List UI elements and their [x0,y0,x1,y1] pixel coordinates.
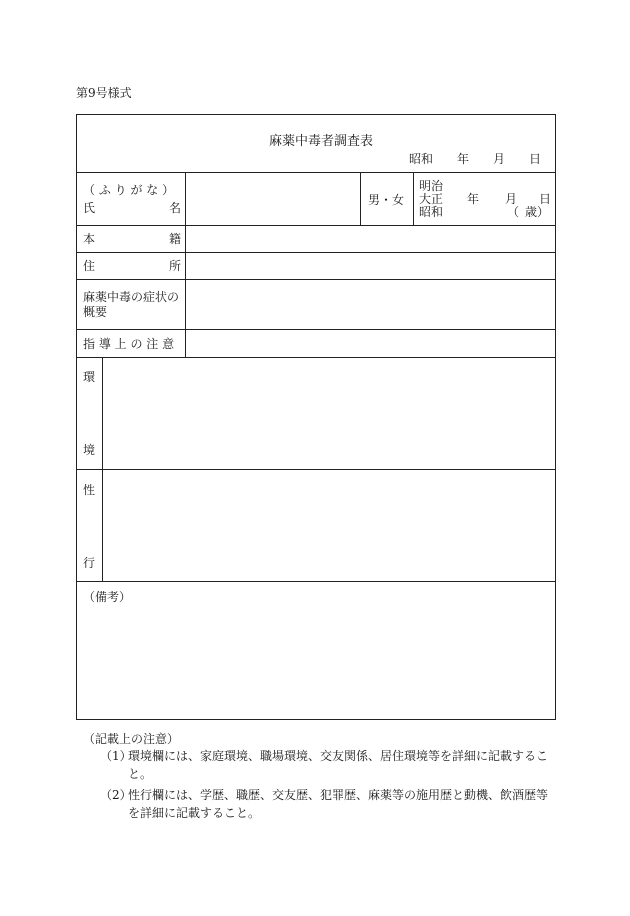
divider-honseki [77,252,555,253]
birth-month: 月 [505,192,518,206]
label-column-divider [185,172,186,357]
address-label-second: 所 [169,259,182,273]
name-label-first: 氏 [83,201,96,215]
divider-title [77,172,555,173]
divider-conduct [77,581,555,582]
date-era: 昭和 [409,152,434,166]
conduct-label-second: 行 [83,556,96,570]
date-day: 日 [529,152,542,166]
honseki-label-first: 本 [83,232,96,246]
note-number: （1） [100,749,132,763]
birth-year: 年 [467,192,480,206]
gender-left-divider [360,172,361,225]
age-label: 歳） [525,205,550,219]
date-month: 月 [493,152,506,166]
honseki-label-second: 籍 [169,232,182,246]
date-year: 年 [457,152,470,166]
symptoms-label-line2: 概要 [83,305,108,319]
birth-day: 日 [539,192,552,206]
note-text-line2: を詳細に記載すること。 [128,806,261,820]
note-text-line1: 環境欄には、家庭環境、職場環境、交友関係、居住環境等を詳細に記載するこ [128,749,549,763]
address-label-first: 住 [83,259,96,273]
age-open-paren: （ [507,205,520,219]
note-text-line2: と。 [128,767,153,781]
narrow-label-divider [102,357,103,581]
gender-field: 男・女 [368,193,405,207]
environment-label-second: 境 [83,443,96,457]
notes-title: （記載上の注意） [83,732,180,746]
divider-environment [77,469,555,470]
birth-era-meiji: 明治 [419,179,444,193]
name-label-second: 名 [169,201,182,215]
symptoms-label-line1: 麻薬中毒の症状の [83,290,180,304]
form-number: 第9号様式 [76,86,132,100]
divider-jusho [77,279,555,280]
furigana-label: （ ふ り が な ） [83,183,175,197]
environment-label-first: 環 [83,370,96,384]
form-title: 麻薬中毒者調査表 [269,134,374,149]
remarks-label: （備考） [83,590,132,604]
survey-form-table [76,114,556,720]
note-text-line1: 性行欄には、学歴、職歴、交友歴、犯罪歴、麻薬等の施用歴と動機、飲酒歴等 [128,788,549,802]
guidance-label: 指 導 上 の 注 意 [83,337,175,351]
birth-era-showa: 昭和 [419,205,444,219]
gender-right-divider [413,172,414,225]
conduct-label-first: 性 [83,483,96,497]
divider-name [77,225,555,226]
note-number: （2） [100,788,132,802]
birth-era-taisho: 大正 [419,192,444,206]
divider-symptoms [77,329,555,330]
divider-guidance [77,357,555,358]
